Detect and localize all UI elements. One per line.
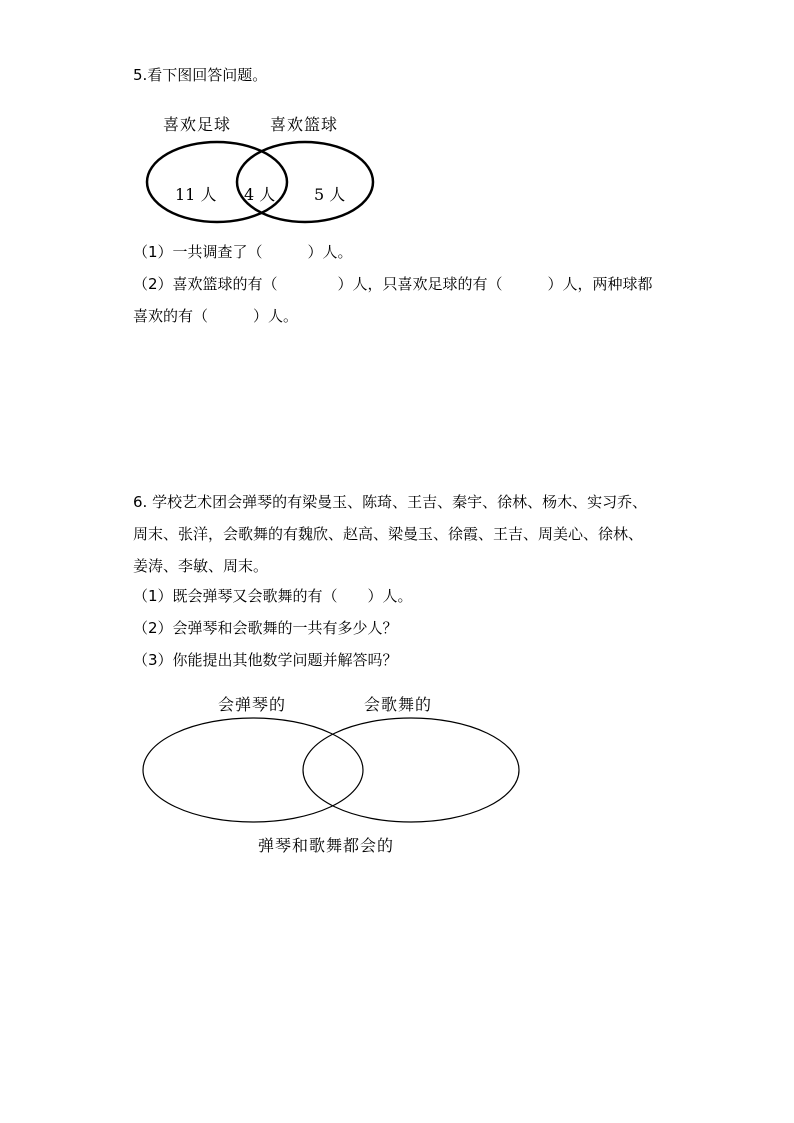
venn-label-piano: 会弹琴的 <box>218 695 287 714</box>
venn-label-football: 喜欢足球 <box>163 115 232 134</box>
question-6-line3: 姜涛、李敏、周末。 <box>133 557 269 575</box>
question-6-sub2: （2）会弹琴和会歌舞的一共有多少人？ <box>133 619 398 637</box>
question-6-line2: 周末、张洋，会歌舞的有魏欣、赵高、梁曼玉、徐霞、王吉、周美心、徐林、 <box>133 525 644 543</box>
venn-count-both: 4 人 <box>244 185 276 204</box>
question-5-title: 5.看下图回答问题。 <box>133 66 268 84</box>
venn-count-football-only: 11 人 <box>175 185 217 204</box>
venn-count-basketball-only: 5 人 <box>314 185 346 204</box>
question-6-sub1: （1）既会弹琴又会歌舞的有（ ）人。 <box>133 587 413 605</box>
question-6-line1: 6. 学校艺术团会弹琴的有梁曼玉、陈琦、王吉、秦宇、徐林、杨木、实习乔、 <box>133 493 648 511</box>
question-5-sub2-line1: （2）喜欢篮球的有（ ）人，只喜欢足球的有（ ）人，两种球都 <box>133 275 653 293</box>
venn-label-dance: 会歌舞的 <box>364 695 433 714</box>
venn-label-basketball: 喜欢篮球 <box>270 115 339 134</box>
venn-circle-dance <box>303 718 519 822</box>
venn-label-both: 弹琴和歌舞都会的 <box>258 836 395 855</box>
question-5-sub1: （1）一共调查了（ ）人。 <box>133 243 353 261</box>
venn-circle-piano <box>143 718 363 822</box>
question-5-sub2-line2: 喜欢的有（ ）人。 <box>133 307 299 325</box>
question-6-sub3: （3）你能提出其他数学问题并解答吗？ <box>133 651 398 669</box>
